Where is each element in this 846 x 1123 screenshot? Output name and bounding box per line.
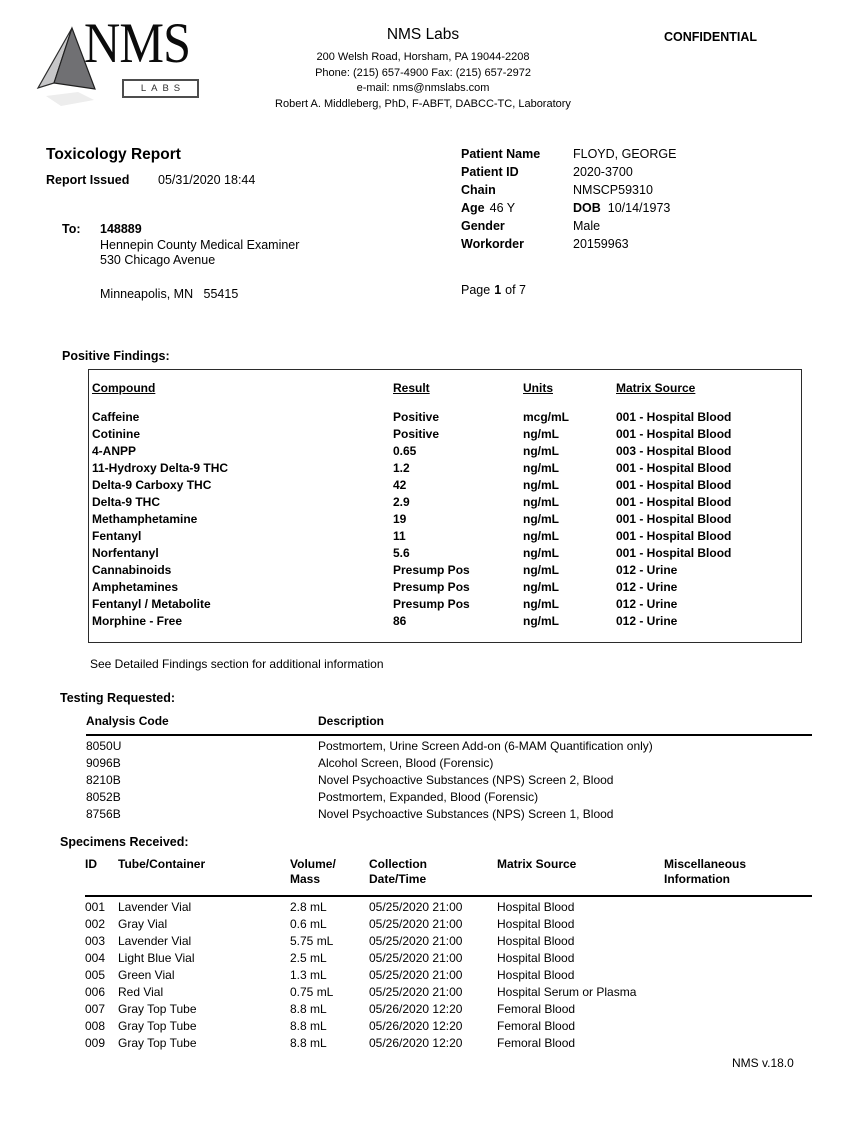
- col-tube-container: Tube/Container: [118, 857, 206, 871]
- finding-result: 19: [393, 512, 407, 526]
- logo-labs-label: LABS: [122, 79, 199, 98]
- specimen-id: 001: [85, 900, 106, 914]
- finding-matrix: 012 - Urine: [616, 597, 678, 611]
- positive-findings-table: [88, 369, 802, 643]
- test-code: 8050U: [86, 739, 122, 753]
- finding-units: ng/mL: [523, 580, 559, 594]
- col-collection-line2: Date/Time: [369, 872, 427, 886]
- testing-requested-header-row: [86, 714, 812, 736]
- finding-compound: Caffeine: [92, 410, 140, 424]
- finding-result: Positive: [393, 427, 440, 441]
- specimen-row: [85, 933, 812, 950]
- col-collection-line1: Collection: [369, 857, 428, 871]
- gender-label: Gender: [461, 219, 505, 233]
- finding-row: [92, 409, 801, 426]
- finding-row: [92, 426, 801, 443]
- dob-label: DOB: [573, 201, 601, 215]
- col-collection-datetime: [369, 857, 497, 887]
- col-volume-line2: Mass: [290, 872, 321, 886]
- finding-matrix: 001 - Hospital Blood: [616, 495, 732, 509]
- finding-row: [92, 545, 801, 562]
- col-volume-mass: [290, 857, 369, 887]
- specimen-volume: 8.8 mL: [290, 1019, 327, 1033]
- specimen-volume: 2.5 mL: [290, 951, 327, 965]
- specimen-id: 007: [85, 1002, 106, 1016]
- finding-compound: Norfentanyl: [92, 546, 159, 560]
- specimen-matrix: Femoral Blood: [497, 1002, 576, 1016]
- specimen-row: [85, 984, 812, 1001]
- lab-email: e-mail: nms@nmslabs.com: [356, 82, 490, 94]
- finding-matrix: 001 - Hospital Blood: [616, 546, 732, 560]
- specimen-matrix: Femoral Blood: [497, 1019, 576, 1033]
- finding-row: [92, 596, 801, 613]
- specimen-volume: 8.8 mL: [290, 1002, 327, 1016]
- lab-director: Robert A. Middleberg, PhD, F-ABFT, DABCC-TC, Laboratory: [275, 97, 571, 110]
- logo-wordmark: NMS: [84, 12, 191, 75]
- specimen-id: 003: [85, 934, 106, 948]
- finding-result: 0.65: [393, 444, 417, 458]
- finding-compound: Cannabinoids: [92, 563, 172, 577]
- specimen-matrix: Hospital Blood: [497, 968, 575, 982]
- finding-row: [92, 511, 801, 528]
- patient-name-label: Patient Name: [461, 147, 541, 161]
- col-result: Result: [393, 381, 430, 395]
- report-version: NMS v.18.0: [732, 1056, 794, 1070]
- lab-address: 200 Welsh Road, Horsham, PA 19044-2208: [316, 51, 530, 63]
- test-row: [86, 755, 812, 772]
- chain-value: NMSCP59310: [573, 183, 653, 197]
- finding-matrix: 012 - Urine: [616, 563, 678, 577]
- specimen-container: Gray Top Tube: [118, 1036, 197, 1050]
- finding-row: [92, 443, 801, 460]
- specimen-misc: [664, 933, 812, 950]
- finding-units: ng/mL: [523, 614, 559, 628]
- finding-matrix: 001 - Hospital Blood: [616, 410, 732, 424]
- finding-result: 11: [393, 529, 406, 543]
- specimen-row: [85, 1018, 812, 1035]
- report-issued-line: [46, 173, 255, 187]
- finding-row: [92, 528, 801, 545]
- specimen-collected: 05/26/2020 12:20: [369, 1036, 463, 1050]
- specimen-collected: 05/25/2020 21:00: [369, 934, 463, 948]
- finding-compound: Fentanyl / Metabolite: [92, 597, 211, 611]
- age-dob-row: [461, 199, 677, 217]
- col-volume-line1: Volume/: [290, 857, 336, 871]
- finding-compound: Delta-9 Carboxy THC: [92, 478, 212, 492]
- col-id: ID: [85, 857, 97, 871]
- page-number: 1: [494, 283, 502, 297]
- finding-result: Positive: [393, 410, 440, 424]
- finding-matrix: 012 - Urine: [616, 614, 678, 628]
- col-compound: Compound: [92, 381, 156, 395]
- finding-result: 42: [393, 478, 407, 492]
- specimen-matrix: Hospital Blood: [497, 934, 575, 948]
- specimen-matrix: Hospital Blood: [497, 951, 575, 965]
- specimen-container: Lavender Vial: [118, 934, 192, 948]
- specimen-volume: 8.8 mL: [290, 1036, 327, 1050]
- finding-units: ng/mL: [523, 512, 559, 526]
- test-row: [86, 738, 812, 755]
- test-description: Postmortem, Expanded, Blood (Forensic): [318, 790, 539, 804]
- finding-units: ng/mL: [523, 563, 559, 577]
- specimen-matrix: Hospital Blood: [497, 900, 575, 914]
- specimen-id: 002: [85, 917, 106, 931]
- finding-compound: Methamphetamine: [92, 512, 198, 526]
- col-units: Units: [523, 381, 553, 395]
- report-issued-value: 05/31/2020 18:44: [158, 173, 256, 187]
- recipient-street: 530 Chicago Avenue: [100, 253, 216, 267]
- finding-result: 2.9: [393, 495, 410, 509]
- finding-compound: Cotinine: [92, 427, 140, 441]
- recipient-id: 148889: [100, 222, 142, 236]
- finding-compound: Amphetamines: [92, 580, 179, 594]
- finding-result: Presump Pos: [393, 597, 470, 611]
- specimen-collected: 05/26/2020 12:20: [369, 1019, 463, 1033]
- finding-units: ng/mL: [523, 461, 559, 475]
- test-description: Alcohol Screen, Blood (Forensic): [318, 756, 494, 770]
- page-indicator: [461, 283, 526, 297]
- test-code: 9096B: [86, 756, 121, 770]
- to-label: To:: [62, 222, 81, 236]
- finding-units: ng/mL: [523, 495, 559, 509]
- patient-id-row: [461, 163, 677, 181]
- finding-matrix: 003 - Hospital Blood: [616, 444, 732, 458]
- finding-units: ng/mL: [523, 529, 559, 543]
- lab-letterhead: [173, 26, 673, 112]
- specimen-collected: 05/26/2020 12:20: [369, 1002, 463, 1016]
- specimen-collected: 05/25/2020 21:00: [369, 985, 463, 999]
- specimen-row: [85, 899, 812, 916]
- detailed-findings-note: See Detailed Findings section for additional information: [90, 657, 384, 671]
- specimen-container: Gray Top Tube: [118, 1002, 197, 1016]
- finding-compound: 11-Hydroxy Delta-9 THC: [92, 461, 229, 475]
- finding-matrix: 012 - Urine: [616, 580, 678, 594]
- specimens-header-row: [85, 857, 812, 897]
- finding-units: ng/mL: [523, 546, 559, 560]
- positive-findings-header-row: [92, 381, 801, 396]
- specimen-volume: 1.3 mL: [290, 968, 327, 982]
- specimen-collected: 05/25/2020 21:00: [369, 951, 463, 965]
- age-value: 46 Y: [489, 201, 516, 215]
- test-description: Postmortem, Urine Screen Add-on (6-MAM Quantification only): [318, 739, 653, 753]
- patient-name-row: [461, 145, 677, 163]
- finding-result: 5.6: [393, 546, 410, 560]
- finding-row: [92, 460, 801, 477]
- specimen-volume: 2.8 mL: [290, 900, 327, 914]
- col-misc-line1: Miscellaneous: [664, 857, 747, 871]
- finding-matrix: 001 - Hospital Blood: [616, 478, 732, 492]
- test-description: Novel Psychoactive Substances (NPS) Screen 2, Blood: [318, 773, 614, 787]
- specimen-row: [85, 967, 812, 984]
- recipient-city: Minneapolis, MN 55415: [100, 287, 239, 301]
- recipient-name: Hennepin County Medical Examiner: [100, 237, 300, 252]
- finding-compound: 4-ANPP: [92, 444, 137, 458]
- specimen-container: Gray Top Tube: [118, 1019, 197, 1033]
- finding-row: [92, 613, 801, 630]
- lab-phone-fax: Phone: (215) 657-4900 Fax: (215) 657-2972: [315, 66, 531, 79]
- specimen-misc: [664, 1018, 812, 1035]
- specimen-container: Gray Vial: [118, 917, 168, 931]
- workorder-row: [461, 235, 677, 253]
- test-code: 8052B: [86, 790, 121, 804]
- finding-row: [92, 579, 801, 596]
- specimen-collected: 05/25/2020 21:00: [369, 900, 463, 914]
- specimen-container: Lavender Vial: [118, 900, 192, 914]
- specimen-container: Green Vial: [118, 968, 175, 982]
- finding-matrix: 001 - Hospital Blood: [616, 427, 732, 441]
- specimens-received-heading: Specimens Received:: [60, 835, 189, 849]
- age-label: Age: [461, 201, 485, 215]
- col-matrix-source: Matrix Source: [616, 381, 696, 395]
- age-cell: [461, 199, 573, 217]
- gender-value: Male: [573, 219, 601, 233]
- col-analysis-code: Analysis Code: [86, 714, 169, 728]
- positive-findings-heading: Positive Findings:: [62, 349, 170, 363]
- finding-units: mcg/mL: [523, 410, 570, 424]
- finding-matrix: 001 - Hospital Blood: [616, 529, 732, 543]
- chain-label: Chain: [461, 183, 496, 197]
- specimen-collected: 05/25/2020 21:00: [369, 968, 463, 982]
- patient-info: [461, 145, 677, 253]
- specimen-misc: [664, 1035, 812, 1052]
- page-prefix: Page: [461, 283, 491, 297]
- patient-id-label: Patient ID: [461, 165, 519, 179]
- specimen-id: 005: [85, 968, 106, 982]
- specimen-volume: 0.75 mL: [290, 985, 334, 999]
- test-code: 8210B: [86, 773, 121, 787]
- confidential-stamp: CONFIDENTIAL: [664, 30, 758, 44]
- finding-units: ng/mL: [523, 444, 559, 458]
- finding-result: Presump Pos: [393, 563, 470, 577]
- page-suffix: of 7: [505, 283, 527, 297]
- finding-units: ng/mL: [523, 597, 559, 611]
- test-row: [86, 789, 812, 806]
- finding-compound: Delta-9 THC: [92, 495, 161, 509]
- specimen-misc: [664, 899, 812, 916]
- specimen-misc: [664, 950, 812, 967]
- finding-compound: Morphine - Free: [92, 614, 183, 628]
- specimen-id: 004: [85, 951, 106, 965]
- finding-row: [92, 562, 801, 579]
- col-matrix-source: Matrix Source: [497, 857, 577, 871]
- gender-row: [461, 217, 677, 235]
- recipient-address: [100, 222, 299, 269]
- specimen-misc: [664, 1001, 812, 1018]
- specimen-row: [85, 1001, 812, 1018]
- specimen-id: 008: [85, 1019, 106, 1033]
- finding-result: 86: [393, 614, 407, 628]
- specimen-collected: 05/25/2020 21:00: [369, 917, 463, 931]
- specimen-misc: [664, 967, 812, 984]
- testing-requested-table: [86, 714, 812, 823]
- finding-units: ng/mL: [523, 427, 559, 441]
- test-row: [86, 772, 812, 789]
- test-code: 8756B: [86, 807, 121, 821]
- finding-row: [92, 494, 801, 511]
- specimen-misc: [664, 916, 812, 933]
- specimen-matrix: Hospital Serum or Plasma: [497, 985, 637, 999]
- testing-requested-heading: Testing Requested:: [60, 691, 176, 705]
- specimen-matrix: Femoral Blood: [497, 1036, 576, 1050]
- dob-value: 10/14/1973: [607, 201, 671, 215]
- test-row: [86, 806, 812, 823]
- specimen-row: [85, 916, 812, 933]
- specimen-container: Red Vial: [118, 985, 164, 999]
- finding-matrix: 001 - Hospital Blood: [616, 461, 732, 475]
- lab-name: NMS Labs: [386, 26, 460, 43]
- finding-result: Presump Pos: [393, 580, 470, 594]
- col-misc-information: [664, 857, 812, 887]
- workorder-value: 20159963: [573, 237, 629, 251]
- workorder-label: Workorder: [461, 237, 524, 251]
- finding-result: 1.2: [393, 461, 410, 475]
- specimens-received-table: [85, 857, 812, 1052]
- specimen-matrix: Hospital Blood: [497, 917, 575, 931]
- specimen-misc: [664, 984, 812, 1001]
- col-misc-line2: Information: [664, 872, 730, 886]
- report-title: Toxicology Report: [46, 146, 181, 163]
- finding-row: [92, 477, 801, 494]
- specimen-id: 009: [85, 1036, 106, 1050]
- finding-compound: Fentanyl: [92, 529, 142, 543]
- specimen-volume: 5.75 mL: [290, 934, 334, 948]
- finding-matrix: 001 - Hospital Blood: [616, 512, 732, 526]
- patient-id-value: 2020-3700: [573, 165, 633, 179]
- specimen-row: [85, 950, 812, 967]
- specimen-row: [85, 1035, 812, 1052]
- specimen-volume: 0.6 mL: [290, 917, 327, 931]
- chain-row: [461, 181, 677, 199]
- specimen-id: 006: [85, 985, 106, 999]
- dob-cell: [573, 199, 670, 217]
- test-description: Novel Psychoactive Substances (NPS) Screen 1, Blood: [318, 807, 614, 821]
- report-issued-label: Report Issued: [46, 173, 130, 187]
- finding-units: ng/mL: [523, 478, 559, 492]
- patient-name-value: FLOYD, GEORGE: [573, 147, 677, 161]
- col-description: Description: [318, 714, 385, 728]
- specimen-container: Light Blue Vial: [118, 951, 195, 965]
